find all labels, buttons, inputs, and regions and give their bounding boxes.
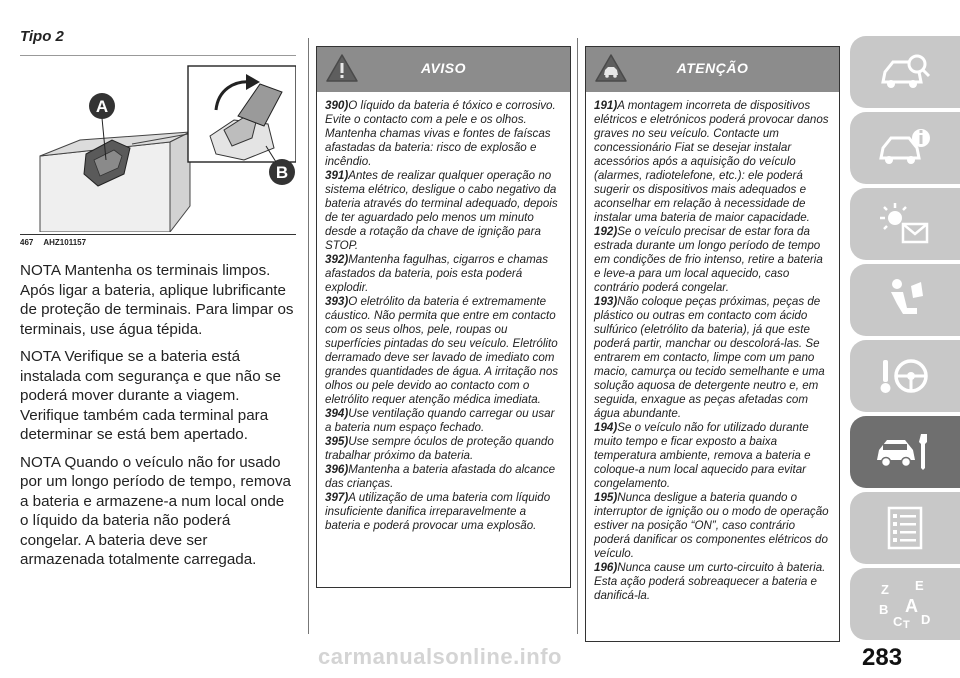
figure-code: AHZ101157 [43, 238, 87, 247]
atencao-item-text: Não coloque peças próximas, peças de plástico ou outras em contacto com ácido sulfúrico (eletrólito da bateria), já que este poderá partir, manchar ou descolorá-las. Se entrarem em contacto, limpe com um pano macio, camurça ou tecido semelhante e uma solução aquosa de detergente neutro e, em seguida, enxague as peças afetadas com água abundante. [594, 295, 825, 420]
aviso-item-text: O eletrólito da bateria é extremamente cáustico. Não permita que entre em contacto com os seus olhos, pele, roupas ou superfícies pintadas do seu veículo. Eletrólito derramado deve ser lavado de imediato com grandes quantidades de água. A irritação nos olhos ou pele devido ao contacto com o eletrólito requer atenção médica imediata. [325, 295, 559, 406]
svg-text:D: D [921, 612, 931, 627]
note-paragraph: NOTA Verifique se a bateria está instalada com segurança e que não se poderá mover durante a viagem. Verifique também cada terminal para determinar se está bem apertado. [20, 348, 281, 443]
atencao-item [594, 491, 831, 561]
aviso-item [325, 169, 562, 253]
aviso-item-text: Mantenha a bateria afastada do alcance das crianças. [325, 463, 556, 490]
atencao-box [585, 46, 840, 642]
atencao-item [594, 225, 831, 295]
battery-illustration [20, 56, 296, 232]
atencao-item-text: A montagem incorreta de dispositivos elétricos e eletrónicos poderá provocar danos graves no seu veículo. Contacte um concessionário Fiat se desejar instalar acessórios após a aquisição do veículo (alarmes, radiotelefone, etc.): ele poderá sugerir os dispositivos mais adequados e aconselhar em relação à necessidade de instalar uma bateria de maior capacidade. [594, 99, 829, 224]
aviso-box [316, 46, 571, 588]
left-column [20, 28, 296, 578]
atencao-item-number: 191) [594, 99, 618, 112]
aviso-item-text: A utilização de uma bateria com líquido insuficiente danifica irreparavelmente a bateria e poderá provocar uma explosão. [325, 491, 551, 532]
watermark: carmanualsonline.info [318, 644, 562, 669]
section-title: Tipo 2 [20, 28, 64, 45]
tab-car-info[interactable] [850, 112, 960, 184]
aviso-item-number: 392) [325, 253, 349, 266]
car-wrench-icon [875, 428, 935, 476]
atencao-item [594, 421, 831, 491]
aviso-item-text: O líquido da bateria é tóxico e corrosivo. Evite o contacto com a pele e os olhos. Mantenha chamas vivas e fontes de faíscas afastadas da bateria: risco de explosão e incêndio. [325, 99, 556, 168]
aviso-item [325, 463, 562, 491]
aviso-item-number: 397) [325, 491, 349, 504]
aviso-body [317, 92, 570, 539]
column-divider [308, 38, 309, 634]
tab-alphabet-index[interactable] [850, 568, 960, 640]
aviso-item [325, 407, 562, 435]
svg-text:A: A [905, 596, 918, 616]
aviso-item-number: 390) [325, 99, 349, 112]
alphabet-index-icon [875, 578, 935, 630]
atencao-title: ATENÇÃO [676, 60, 749, 76]
svg-text:B: B [879, 602, 889, 617]
aviso-item-text: Use ventilação quando carregar ou usar a bateria num espaço fechado. [325, 407, 555, 434]
tab-checklist[interactable] [850, 492, 960, 564]
note-paragraph: NOTA Quando o veículo não for usado por um longo período de tempo, remova a bateria e armazene-a num local onde o líquido da bateria não poderá congelar. A bateria deve ser armazenada totalmente carregada. [20, 453, 292, 568]
warning-lights-message-icon [877, 200, 933, 248]
tab-warning-lights[interactable] [850, 188, 960, 260]
svg-text:T: T [903, 619, 910, 630]
aviso-item [325, 491, 562, 533]
tab-car-wrench[interactable] [850, 416, 960, 488]
atencao-item [594, 295, 831, 421]
callout-b-label: B [275, 163, 289, 182]
atencao-item-text: Nunca cause um curto-circuito à bateria. Esta ação poderá sobreaquecer a bateria e danificá-la. [594, 561, 826, 602]
seat-airbag-icon [877, 276, 933, 324]
car-search-icon [877, 48, 933, 96]
aviso-header [317, 47, 570, 92]
page-number: 283 [862, 644, 903, 671]
atencao-item [594, 561, 831, 603]
aviso-item-text: Mantenha fagulhas, cigarros e chamas afastados da bateria, pois esta poderá explodir. [325, 253, 549, 294]
aviso-item-text: Use sempre óculos de proteção quando trabalhar próximo da bateria. [325, 435, 554, 462]
atencao-header [586, 47, 839, 92]
tab-steering-wheel[interactable] [850, 340, 960, 412]
steering-wheel-icon [877, 352, 933, 400]
aviso-item-number: 393) [325, 295, 349, 308]
svg-text:Z: Z [881, 582, 889, 597]
tab-seat-airbag[interactable] [850, 264, 960, 336]
aviso-item [325, 253, 562, 295]
aviso-item [325, 99, 562, 169]
aviso-item-text: Antes de realizar qualquer operação no sistema elétrico, desligue o cabo negativo da bateria através do terminal adequado, depois de ter aguardado pelo menos um minuto desde a rotação da chave de ignição para STOP. [325, 169, 558, 252]
aviso-item-number: 391) [325, 169, 349, 182]
atencao-item-number: 193) [594, 295, 618, 308]
svg-text:C: C [893, 614, 903, 629]
aviso-item-number: 395) [325, 435, 349, 448]
atencao-item [594, 99, 831, 225]
car-info-icon [877, 124, 933, 172]
atencao-item-text: Se o veículo não for utilizado durante muito tempo e ficar exposto a baixa temperatura ambiente, remova a bateria e coloque-a num local aquecido para evitar congelamento. [594, 421, 811, 490]
column-divider [577, 38, 578, 634]
atencao-item-number: 195) [594, 491, 618, 504]
atencao-item-number: 194) [594, 421, 618, 434]
atencao-item-number: 192) [594, 225, 618, 238]
battery-figure [20, 55, 296, 235]
atencao-item-number: 196) [594, 561, 618, 574]
notes-block [20, 261, 296, 570]
aviso-item-number: 396) [325, 463, 349, 476]
callout-a-label: A [95, 97, 109, 116]
aviso-item [325, 435, 562, 463]
tab-car-search[interactable] [850, 36, 960, 108]
aviso-title: AVISO [420, 60, 467, 76]
atencao-item-text: Se o veículo precisar de estar fora da estrada durante um longo período de tempo em condições de frio intenso, retire a bateria e leve-a para um local aquecido, caso contrário poderá congelar. [594, 225, 823, 294]
aviso-item-number: 394) [325, 407, 349, 420]
aviso-item [325, 295, 562, 407]
svg-text:E: E [915, 578, 924, 593]
checklist-icon [877, 504, 933, 552]
atencao-item-text: Nunca desligue a bateria quando o interruptor de ignição ou o modo de operação estiver na posição “ON”, caso contrário poderá danificar os componentes elétricos do veículo. [594, 491, 829, 560]
atencao-body [586, 92, 839, 609]
note-paragraph: NOTA Mantenha os terminais limpos. Após ligar a bateria, aplique lubrificante de proteção de terminais. Para limpar os terminais, use água tépida. [20, 262, 294, 338]
figure-number: 467 [20, 238, 34, 247]
figure-caption [20, 238, 296, 247]
